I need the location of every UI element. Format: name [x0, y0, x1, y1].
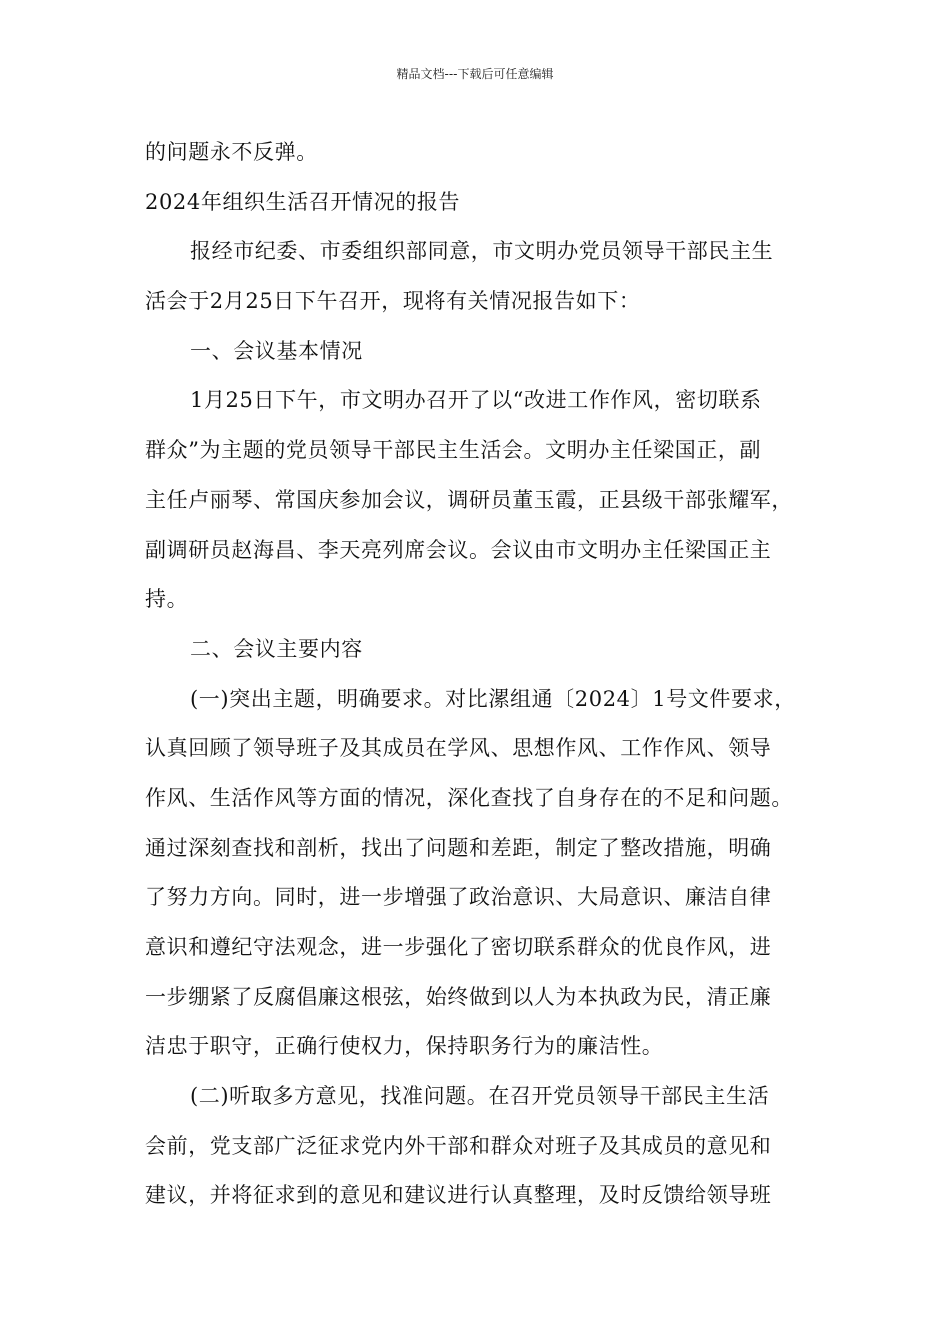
body-line: 主任卢丽琴、常国庆参加会议，调研员董玉霞，正县级干部张耀军， — [145, 487, 793, 512]
body-line: 意识和遵纪守法观念，进一步强化了密切联系群众的优良作风，进 — [145, 935, 772, 959]
body-line: 洁忠于职守，正确行使权力，保持职务行为的廉洁性。 — [145, 1034, 664, 1059]
body-line: 认真回顾了领导班子及其成员在学风、思想作风、工作作风、领导 — [145, 736, 772, 761]
body-line: 建议，并将征求到的意见和建议进行认真整理，及时反馈给领导班 — [145, 1183, 772, 1208]
document-body — [145, 128, 825, 1221]
section-heading: 一、会议基本情况 — [190, 338, 363, 363]
section-heading: 二、会议主要内容 — [190, 636, 363, 661]
body-line: 活会于2月25日下午召开，现将有关情况报告如下： — [145, 289, 641, 314]
body-line: 了努力方向。同时，进一步增强了政治意识、大局意识、廉洁自律 — [145, 885, 772, 910]
body-line: 1月25日下午，市文明办召开了以“改进工作作风，密切联系 — [190, 388, 762, 413]
body-line: 一步绷紧了反腐倡廉这根弦，始终做到以人为本执政为民，清正廉 — [145, 984, 772, 1009]
body-line: 通过深刻查找和剖析，找出了问题和差距，制定了整改措施，明确 — [145, 835, 772, 860]
body-line: 报经市纪委、市委组织部同意，市文明办党员领导干部民主生 — [190, 239, 774, 264]
body-line: 持。 — [145, 587, 189, 612]
document-title: 2024年组织生活召开情况的报告 — [145, 189, 461, 214]
body-line: 会前，党支部广泛征求党内外干部和群众对班子及其成员的意见和 — [145, 1133, 772, 1158]
body-line: 副调研员赵海昌、李天亮列席会议。会议由市文明办主任梁国正主 — [145, 537, 772, 562]
body-line: 群众”为主题的党员领导干部民主生活会。文明办主任梁国正，副 — [145, 438, 762, 463]
body-line: (二)听取多方意见，找准问题。在召开党员领导干部民主生活 — [190, 1084, 770, 1109]
page-header: 精品文档---下载后可任意编辑 — [396, 67, 554, 81]
body-line: 作风、生活作风等方面的情况，深化查找了自身存在的不足和问题。 — [145, 785, 793, 810]
body-line: 的问题永不反弹。 — [145, 140, 318, 164]
body-line: (一)突出主题，明确要求。对比漯组通〔2024〕1号文件要求， — [190, 686, 796, 711]
